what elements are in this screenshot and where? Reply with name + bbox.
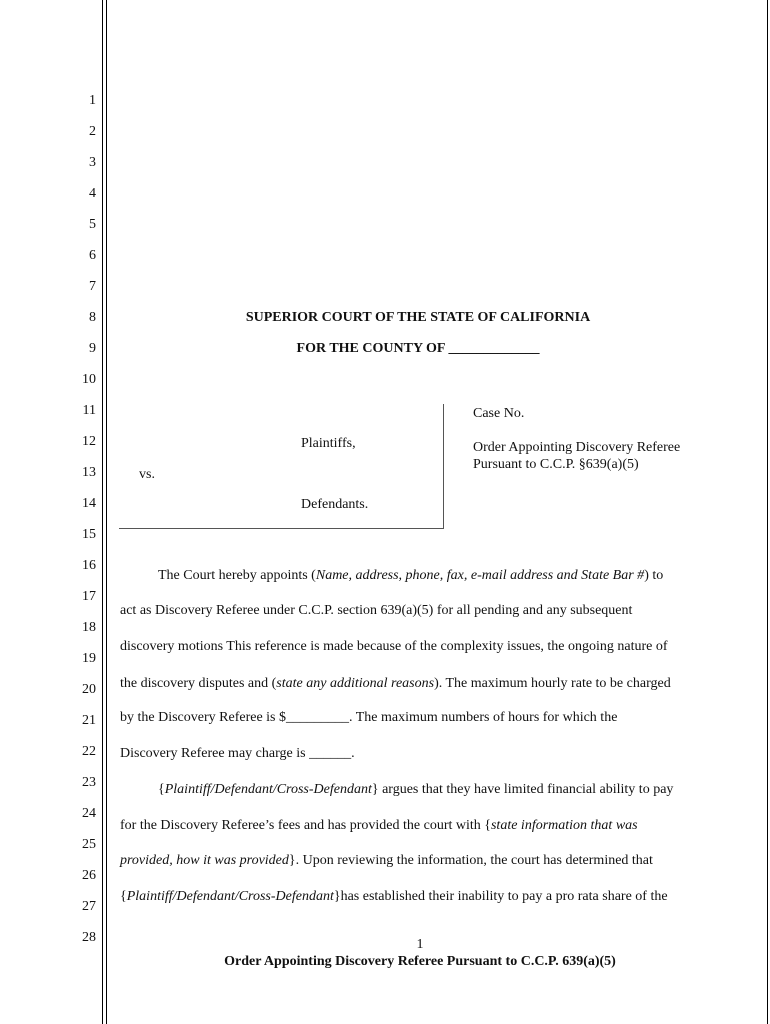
pleading-right-rule: [767, 0, 768, 1024]
county-prefix: FOR THE COUNTY OF: [296, 341, 445, 356]
line-number: 4: [89, 186, 96, 201]
line-number: 19: [82, 651, 96, 666]
placeholder-text: state information that was: [490, 818, 638, 833]
line-number: 14: [82, 496, 96, 511]
placeholder-text: state any additional reasons: [276, 676, 435, 691]
line-number: 18: [82, 620, 96, 635]
county-heading: [120, 341, 716, 357]
plaintiffs-label: Plaintiffs,: [301, 436, 356, 451]
line-number: 26: [82, 868, 96, 883]
line-number: 16: [82, 558, 96, 573]
case-number-label: Case No.: [473, 406, 525, 421]
line-number: 15: [82, 527, 96, 542]
line-number: 27: [82, 899, 96, 914]
body-line: the discovery disputes and (state any additional reasons). The maximum hourly rate to be charged: [120, 676, 671, 691]
line-number: 7: [89, 279, 96, 294]
line-number: 21: [82, 713, 96, 728]
pleading-left-rule-outer: [102, 0, 103, 1024]
line-number: 13: [82, 465, 96, 480]
placeholder-text: Plaintiff/Defendant/Cross-Defendant: [126, 889, 334, 904]
line-number: 8: [89, 310, 96, 325]
hourly-rate-blank: _________: [286, 710, 349, 725]
page-number: 1: [416, 937, 424, 952]
line-number: 24: [82, 806, 96, 821]
body-line: act as Discovery Referee under C.C.P. section 639(a)(5) for all pending and any subsequent: [120, 603, 633, 618]
county-blank: _____________: [448, 341, 540, 356]
line-number: 1: [89, 93, 96, 108]
placeholder-text: provided, how it was provided: [120, 853, 289, 868]
caption-horizontal-rule: [119, 528, 444, 529]
line-number: 28: [82, 930, 96, 945]
court-heading: SUPERIOR COURT OF THE STATE OF CALIFORNIA: [245, 310, 591, 325]
vs-label: vs.: [139, 467, 155, 482]
body-line: provided, how it was provided}. Upon reviewing the information, the court has determined that: [120, 853, 653, 868]
document-title-line-2: Pursuant to C.C.P. §639(a)(5): [473, 457, 639, 472]
line-number: 17: [82, 589, 96, 604]
line-number: 12: [82, 434, 96, 449]
line-number: 23: [82, 775, 96, 790]
body-line: {Plaintiff/Defendant/Cross-Defendant}has established their inability to pay a pro rata share of the: [120, 889, 668, 904]
line-number: 25: [82, 837, 96, 852]
line-number: 3: [89, 155, 96, 170]
line-number: 20: [82, 682, 96, 697]
footer-title: Order Appointing Discovery Referee Pursuant to C.C.P. 639(a)(5): [224, 954, 616, 969]
caption-vertical-rule: [443, 404, 444, 529]
line-number: 10: [82, 372, 96, 387]
body-line: discovery motions This reference is made because of the complexity issues, the ongoing nature of: [120, 639, 668, 654]
line-number: 2: [89, 124, 96, 139]
placeholder-text: Name, address, phone, fax, e-mail address and State Bar #: [315, 568, 645, 583]
body-line: The Court hereby appoints (Name, address, phone, fax, e-mail address and State Bar #) to: [158, 568, 664, 583]
line-number: 9: [89, 341, 96, 356]
line-number: 6: [89, 248, 96, 263]
body-line: for the Discovery Referee’s fees and has provided the court with {state information that was: [120, 818, 638, 833]
body-line: Discovery Referee may charge is ______.: [120, 746, 355, 761]
line-number: 11: [82, 403, 96, 418]
line-number: 5: [89, 217, 96, 232]
defendants-label: Defendants.: [301, 497, 369, 512]
pleading-left-rule-inner: [106, 0, 107, 1024]
document-title-line-1: Order Appointing Discovery Referee: [473, 440, 681, 455]
placeholder-text: Plaintiff/Defendant/Cross-Defendant: [164, 782, 372, 797]
max-hours-blank: ______: [309, 746, 352, 761]
body-line: {Plaintiff/Defendant/Cross-Defendant} argues that they have limited financial ability to pay: [158, 782, 674, 797]
line-number: 22: [82, 744, 96, 759]
body-line: by the Discovery Referee is $_________. The maximum numbers of hours for which the: [120, 710, 618, 725]
